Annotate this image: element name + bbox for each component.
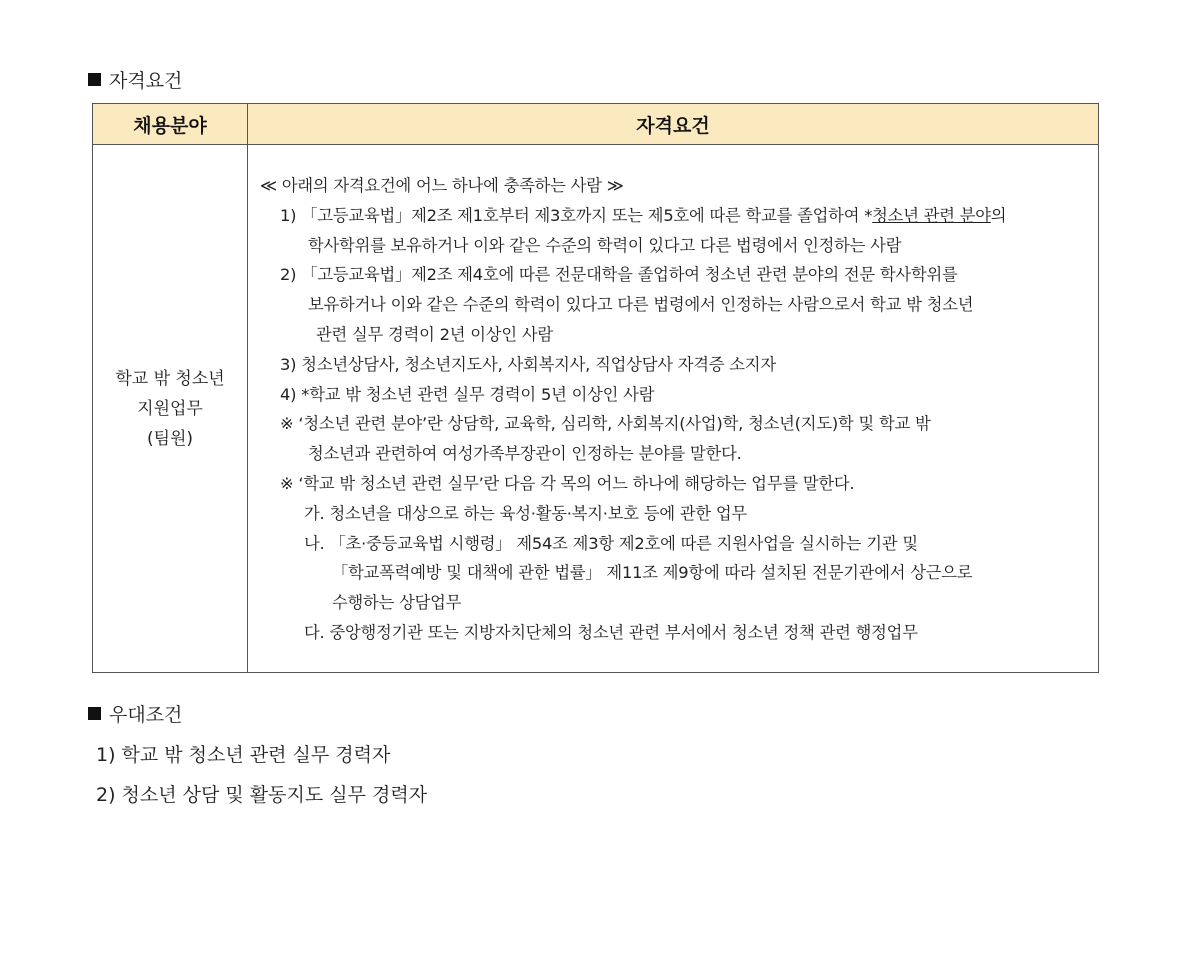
preference-item-1: 1) 학교 밖 청소년 관련 실무 경력자 bbox=[96, 744, 391, 766]
field-line: (팀원) bbox=[146, 428, 194, 449]
requirement-item-2: 2) 「고등교육법」제2조 제4호에 따른 전문대학을 졸업하여 청소년 관련 분야의 전문 학사학위를 bbox=[280, 265, 958, 285]
field-line: 학교 밖 청소년 bbox=[115, 368, 225, 389]
requirement-item-1 bbox=[260, 201, 1090, 231]
section-title-text: 우대조건 bbox=[109, 704, 183, 726]
sub-item-na: 나. 「초·중등교육법 시행령」 제54조 제3항 제2호에 따른 지원사업을 실시하는 기관 및 bbox=[304, 533, 918, 553]
requirement-item-2-cont: 관련 실무 경력이 2년 이상인 사람 bbox=[316, 324, 553, 344]
note-1: ※ ‘청소년 관련 분야’란 상담학, 교육학, 심리학, 사회복지(사업)학, 청소년(지도)학 및 학교 밖 bbox=[280, 414, 931, 434]
requirement-item-4: 4) *학교 밖 청소년 관련 실무 경력이 5년 이상인 사람 bbox=[280, 384, 655, 404]
section-title-requirements bbox=[88, 66, 182, 93]
section-title-text: 자격요건 bbox=[109, 70, 183, 92]
note-1-cont: 청소년과 관련하여 여성가족부장관이 인정하는 분야를 말한다. bbox=[308, 444, 742, 464]
requirements-cell bbox=[248, 145, 1099, 673]
preference-item-2: 2) 청소년 상담 및 활동지도 실무 경력자 bbox=[96, 784, 428, 806]
black-square-bullet-icon bbox=[88, 73, 101, 86]
header-field: 채용분야 bbox=[93, 104, 248, 145]
field-line: 지원업무 bbox=[137, 398, 203, 419]
requirement-item-3: 3) 청소년상담사, 청소년지도사, 사회복지사, 직업상담사 자격증 소지자 bbox=[280, 354, 776, 374]
sub-item-ga: 가. 청소년을 대상으로 하는 육성·활동·복지·보호 등에 관한 업무 bbox=[304, 503, 747, 523]
note-2: ※ ‘학교 밖 청소년 관련 실무’란 다음 각 목의 어느 하나에 해당하는 업무를 말한다. bbox=[280, 473, 855, 493]
requirements-table bbox=[92, 103, 1099, 673]
table-row bbox=[93, 145, 1099, 673]
item-text: 의 bbox=[990, 205, 1007, 225]
black-square-bullet-icon bbox=[88, 707, 101, 720]
sub-item-na-cont: 「학교폭력예방 및 대책에 관한 법률」 제11조 제9항에 따라 설치된 전문기관에서 상근으로 bbox=[332, 563, 973, 583]
requirement-item-2-cont: 보유하거나 이와 같은 수준의 학력이 있다고 다른 법령에서 인정하는 사람으로서 학교 밖 청소년 bbox=[308, 295, 974, 315]
requirement-item-1-cont: 학사학위를 보유하거나 이와 같은 수준의 학력이 있다고 다른 법령에서 인정하는 사람 bbox=[308, 235, 902, 255]
field-cell bbox=[93, 145, 248, 673]
table-header-row bbox=[93, 104, 1099, 145]
section-title-preferences bbox=[88, 700, 182, 727]
intro-text: ≪ 아래의 자격요건에 어느 하나에 충족하는 사람 ≫ bbox=[260, 176, 624, 195]
sub-item-da: 다. 중앙행정기관 또는 지방자치단체의 청소년 관련 부서에서 청소년 정책 관련 행정업무 bbox=[304, 622, 918, 642]
sub-item-na-cont: 수행하는 상담업무 bbox=[332, 593, 462, 613]
item-text: 1) 「고등교육법」제2조 제1호부터 제3호까지 또는 제5호에 따른 학교를 졸업하여 * bbox=[280, 205, 873, 225]
underlined-term: 청소년 관련 분야 bbox=[872, 205, 991, 225]
header-requirements: 자격요건 bbox=[248, 104, 1099, 145]
